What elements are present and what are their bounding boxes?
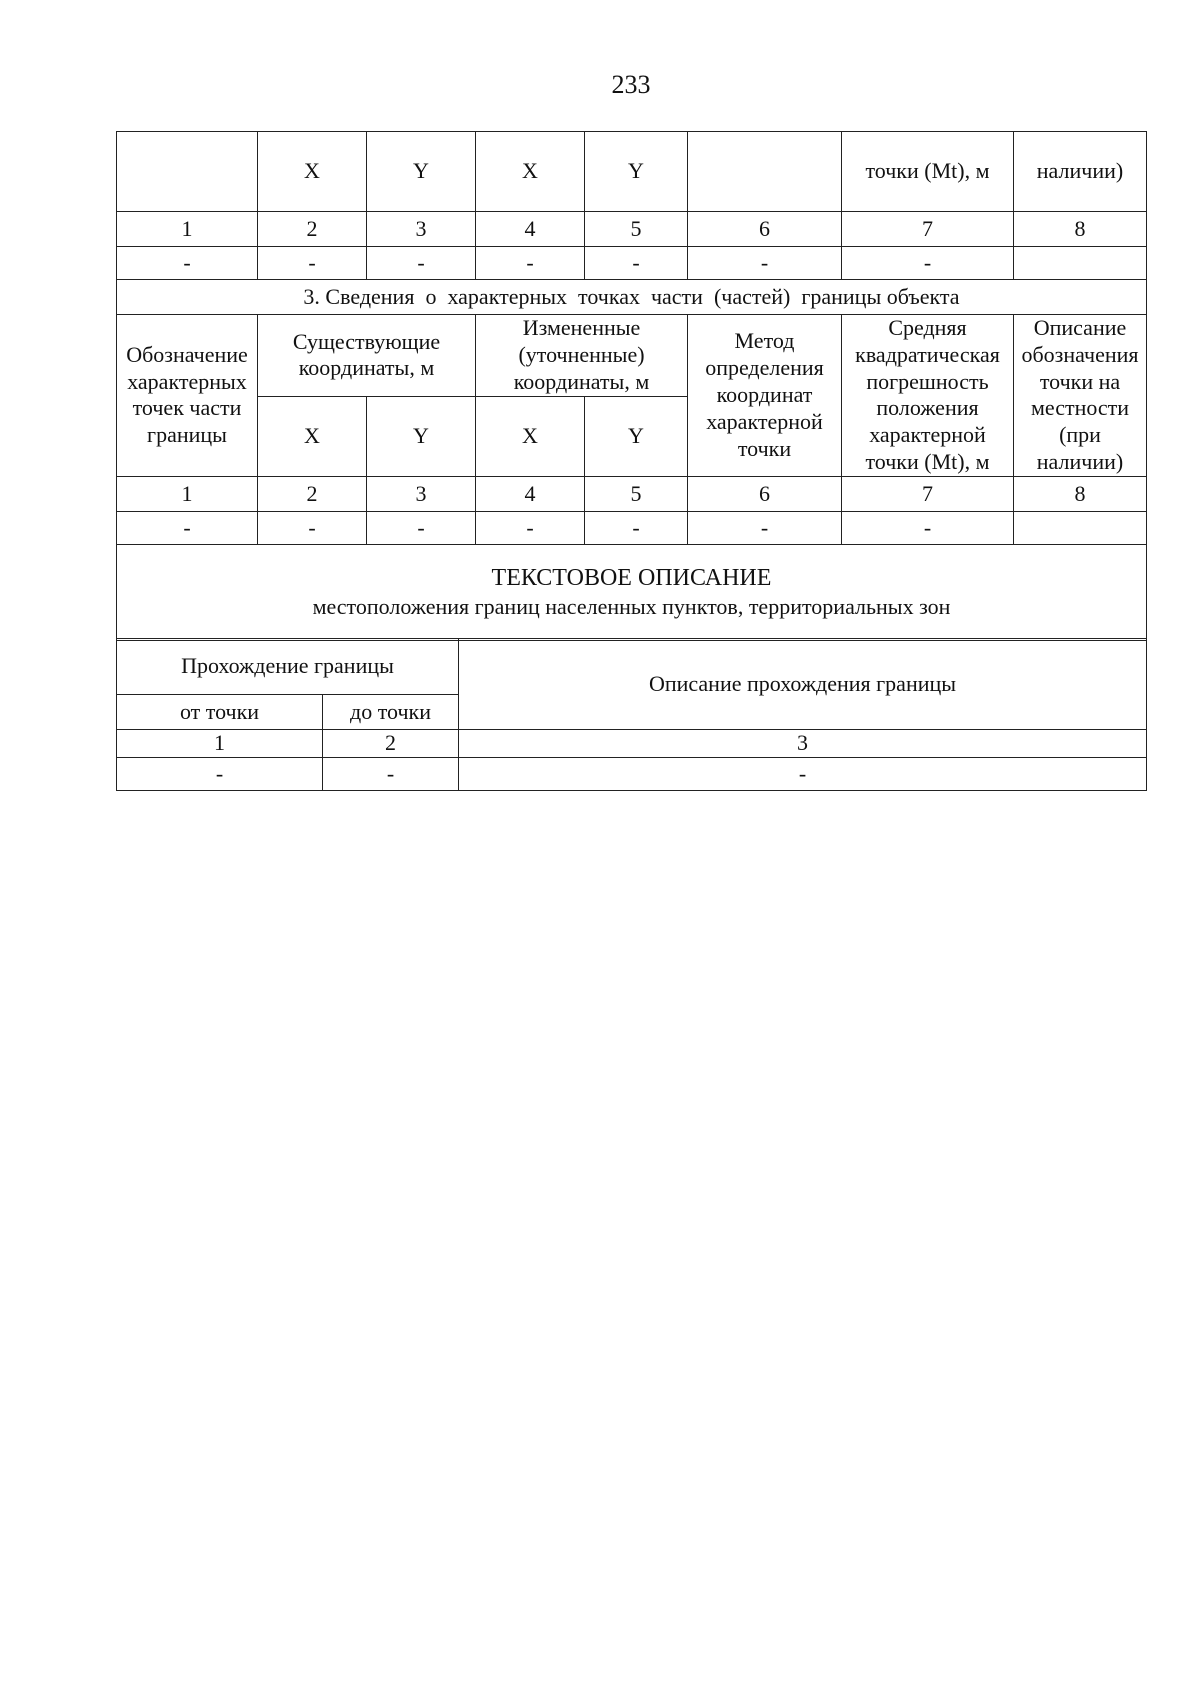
error-header: Средняя квадратическая погрешность положения характерной точки (Mt), м (842, 315, 1014, 477)
numbering-row (117, 212, 1147, 247)
column-number: 3 (459, 730, 1147, 758)
column-number: 4 (476, 476, 585, 511)
col-y-header: Y (585, 132, 688, 212)
col8-header-tail: наличии) (1014, 132, 1147, 212)
table-cell: - (367, 511, 476, 544)
cell-empty (688, 132, 842, 212)
column-number: 6 (688, 212, 842, 247)
column-number: 7 (842, 212, 1014, 247)
text-description-title-cell (117, 544, 1147, 640)
existing-coordinates-header: Существующие координаты, м (258, 315, 476, 397)
column-number: 7 (842, 476, 1014, 511)
column-number: 5 (585, 212, 688, 247)
table-cell: - (688, 511, 842, 544)
boundary-passage-table (116, 638, 1147, 791)
text-description-title: ТЕКСТОВОЕ ОПИСАНИЕ (491, 565, 772, 592)
table-cell: - (585, 511, 688, 544)
table-cell: - (476, 247, 585, 280)
table-cell (1014, 511, 1147, 544)
col-y-header: Y (367, 396, 476, 476)
table-row (117, 511, 1147, 544)
cell-empty (117, 132, 258, 212)
table-cell: - (323, 758, 459, 791)
text-description-title-row (117, 544, 1147, 640)
table-cell: - (459, 758, 1147, 791)
to-point-header: до точки (323, 695, 459, 730)
column-number: 6 (688, 476, 842, 511)
table-row (117, 758, 1147, 791)
column-number: 2 (258, 212, 367, 247)
col-x-header: X (476, 132, 585, 212)
table-cell (1014, 247, 1147, 280)
column-number: 1 (117, 476, 258, 511)
column-number: 1 (117, 730, 323, 758)
col1-header: Обозначение характерных точек части границы (117, 315, 258, 477)
column-number: 8 (1014, 212, 1147, 247)
description-header: Описание обозначения точки на местности (при наличии) (1014, 315, 1147, 477)
passage-header: Прохождение границы (117, 639, 459, 695)
column-number: 1 (117, 212, 258, 247)
table-cell: - (367, 247, 476, 280)
table-cell: - (117, 247, 258, 280)
column-number: 5 (585, 476, 688, 511)
continued-header-row (117, 132, 1147, 212)
column-number: 8 (1014, 476, 1147, 511)
col-x-header: X (258, 132, 367, 212)
passage-header-row-1 (117, 639, 1147, 695)
header-row-1 (117, 315, 1147, 397)
text-description-subtitle: местоположения границ населенных пунктов, территориальных зон (312, 593, 951, 619)
passage-description-header: Описание прохождения границы (459, 639, 1147, 730)
col-y-header: Y (367, 132, 476, 212)
numbering-row (117, 476, 1147, 511)
table-cell: - (842, 247, 1014, 280)
section-title: 3. Сведения о характерных точках части (частей) границы объекта (117, 280, 1147, 315)
table-cell: - (688, 247, 842, 280)
table-cell: - (842, 511, 1014, 544)
numbering-row (117, 730, 1147, 758)
table-cell: - (258, 511, 367, 544)
section-title-row (117, 280, 1147, 315)
column-number: 2 (323, 730, 459, 758)
col-x-header: X (476, 396, 585, 476)
changed-coordinates-header: Измененные (уточненные) координаты, м (476, 315, 688, 397)
col-y-header: Y (585, 396, 688, 476)
table-cell: - (117, 511, 258, 544)
from-point-header: от точки (117, 695, 323, 730)
col-x-header: X (258, 396, 367, 476)
method-header: Метод определения координат характерной точки (688, 315, 842, 477)
column-number: 4 (476, 212, 585, 247)
col7-header-tail: точки (Mt), м (842, 132, 1014, 212)
table-row (117, 247, 1147, 280)
table-cell: - (258, 247, 367, 280)
column-number: 2 (258, 476, 367, 511)
column-number: 3 (367, 212, 476, 247)
table-cell: - (476, 511, 585, 544)
coordinates-table (116, 131, 1147, 641)
column-number: 3 (367, 476, 476, 511)
table-cell: - (585, 247, 688, 280)
table-cell: - (117, 758, 323, 791)
page-number: 233 (611, 70, 651, 99)
